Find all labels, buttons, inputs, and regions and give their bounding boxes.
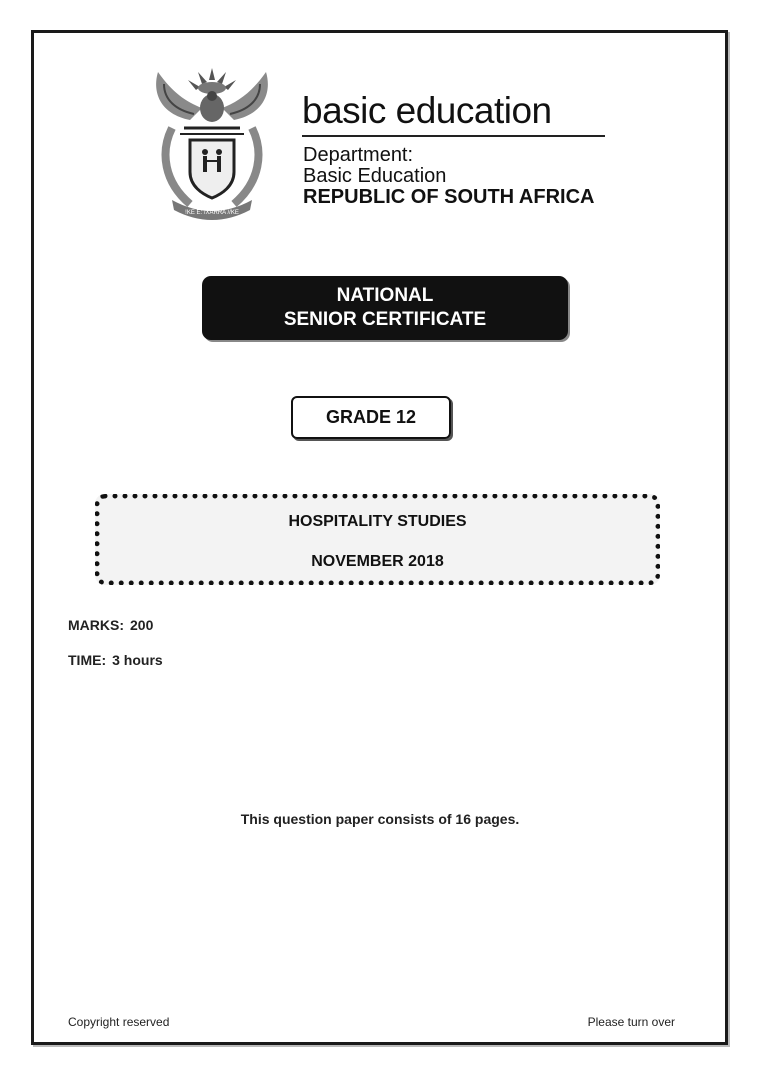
time-label: TIME: [68,652,107,668]
country-name: REPUBLIC OF SOUTH AFRICA [303,186,595,208]
department-label: Department: [303,144,414,166]
department-name: Basic Education [303,165,447,187]
exam-session: NOVEMBER 2018 [311,553,444,570]
copyright-footer: Copyright reserved [68,1015,170,1029]
turn-over-footer: Please turn over [587,1015,675,1029]
page-count-note: This question paper consists of 16 pages. [240,811,520,827]
grade-label: GRADE 12 [291,396,451,439]
certificate-line-1: NATIONAL [336,285,434,306]
brand-title: basic education [302,90,552,131]
certificate-banner [202,276,568,340]
marks-row [68,617,153,633]
certificate-line-2: SENIOR CERTIFICATE [283,309,487,330]
time-row [68,652,163,668]
subject-name: HOSPITALITY STUDIES [288,513,467,530]
marks-value: 200 [130,617,154,633]
coat-of-arms-icon [150,62,274,222]
subject-box [95,494,660,585]
brand-underline [302,135,605,137]
svg-text:!KE E: /XARRA //KE: !KE E: /XARRA //KE [185,210,239,216]
marks-label: MARKS: [68,617,124,633]
time-value: 3 hours [112,652,163,668]
